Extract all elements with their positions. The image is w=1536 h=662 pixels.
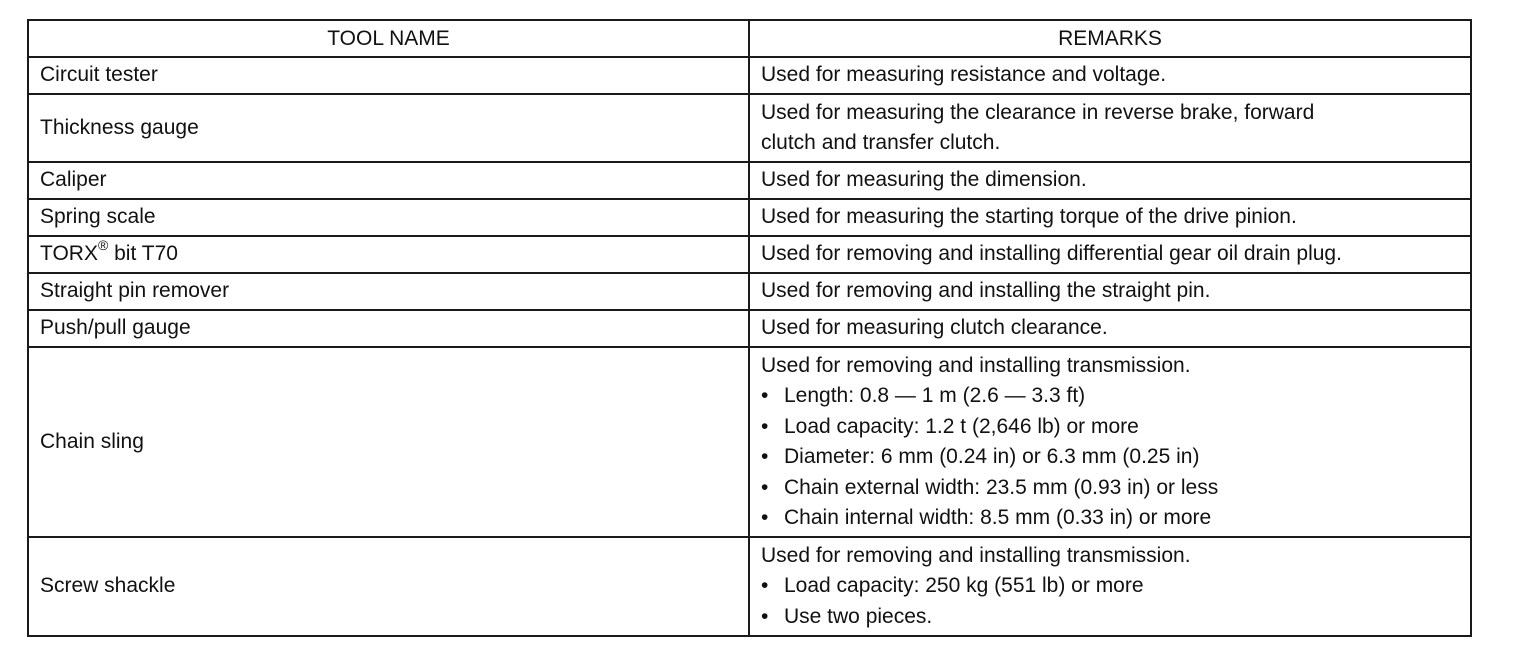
remarks-cell: Used for measuring the dimension. — [749, 162, 1471, 199]
remarks-cell: Used for measuring resistance and voltage. — [749, 57, 1471, 94]
bullet-item — [761, 381, 1459, 412]
remarks-line: Used for measuring the clearance in reverse brake, forward — [761, 100, 1315, 124]
tool-name-suffix: bit T70 — [108, 242, 178, 266]
bullet-icon: • — [761, 384, 769, 407]
tool-name-cell: Chain sling — [28, 347, 749, 537]
tool-name-main: TORX — [40, 242, 98, 266]
tool-name-cell: Caliper — [28, 162, 749, 199]
bullet-text: Diameter: 6 mm (0.24 in) or 6.3 mm (0.25 in) — [784, 445, 1200, 468]
bullet-icon: • — [761, 445, 769, 468]
tools-table — [27, 19, 1472, 637]
header-remarks: REMARKS — [749, 20, 1471, 57]
bullet-item — [761, 412, 1459, 443]
bullet-item — [761, 473, 1459, 504]
table-row — [28, 236, 1471, 273]
table-row — [28, 347, 1471, 537]
remarks-line: Used for removing and installing transmission. — [761, 543, 1191, 567]
bullet-item — [761, 442, 1459, 473]
bullet-item — [761, 571, 1459, 602]
bullet-item — [761, 503, 1459, 534]
table-row — [28, 57, 1471, 94]
bullet-icon: • — [761, 475, 769, 499]
bullet-text: Chain external width: 23.5 mm (0.93 in) or less — [784, 475, 1219, 499]
registered-mark: ® — [97, 237, 109, 254]
bullet-icon: • — [761, 414, 769, 438]
tool-name-cell: Circuit tester — [28, 57, 749, 94]
tool-name-cell: Spring scale — [28, 199, 749, 236]
bullet-icon: • — [761, 604, 769, 628]
remarks-cell: Used for measuring clutch clearance. — [749, 310, 1471, 347]
table-row — [28, 94, 1471, 162]
bullet-text: Length: 0.8 — 1 m (2.6 — 3.3 ft) — [784, 384, 1086, 407]
remarks-cell — [749, 347, 1471, 537]
table-row — [28, 162, 1471, 199]
remarks-cell — [749, 94, 1471, 162]
table-row — [28, 199, 1471, 236]
table-row — [28, 273, 1471, 310]
bullet-text: Chain internal width: 8.5 mm (0.33 in) or more — [784, 506, 1212, 529]
tool-name-cell: Thickness gauge — [28, 94, 749, 162]
remarks-cell — [749, 537, 1471, 636]
table-row — [28, 310, 1471, 347]
bullet-text: Use two pieces. — [784, 604, 933, 628]
tool-name-cell — [28, 236, 749, 273]
tool-name-cell: Screw shackle — [28, 537, 749, 636]
bullet-item — [761, 602, 1459, 633]
table-header-row — [28, 20, 1471, 57]
remarks-line: clutch and transfer clutch. — [761, 131, 1001, 154]
remarks-cell: Used for removing and installing differential gear oil drain plug. — [749, 236, 1471, 273]
header-tool-name: TOOL NAME — [28, 20, 749, 57]
bullet-text: Load capacity: 250 kg (551 lb) or more — [784, 574, 1144, 598]
table-row — [28, 537, 1471, 636]
bullet-icon: • — [761, 574, 769, 598]
bullet-icon: • — [761, 506, 769, 529]
remarks-cell: Used for measuring the starting torque of the drive pinion. — [749, 199, 1471, 236]
tool-name-cell: Straight pin remover — [28, 273, 749, 310]
remarks-line: Used for removing and installing transmission. — [761, 353, 1191, 377]
remarks-cell: Used for removing and installing the straight pin. — [749, 273, 1471, 310]
bullet-text: Load capacity: 1.2 t (2,646 lb) or more — [784, 414, 1139, 438]
tool-name-cell: Push/pull gauge — [28, 310, 749, 347]
